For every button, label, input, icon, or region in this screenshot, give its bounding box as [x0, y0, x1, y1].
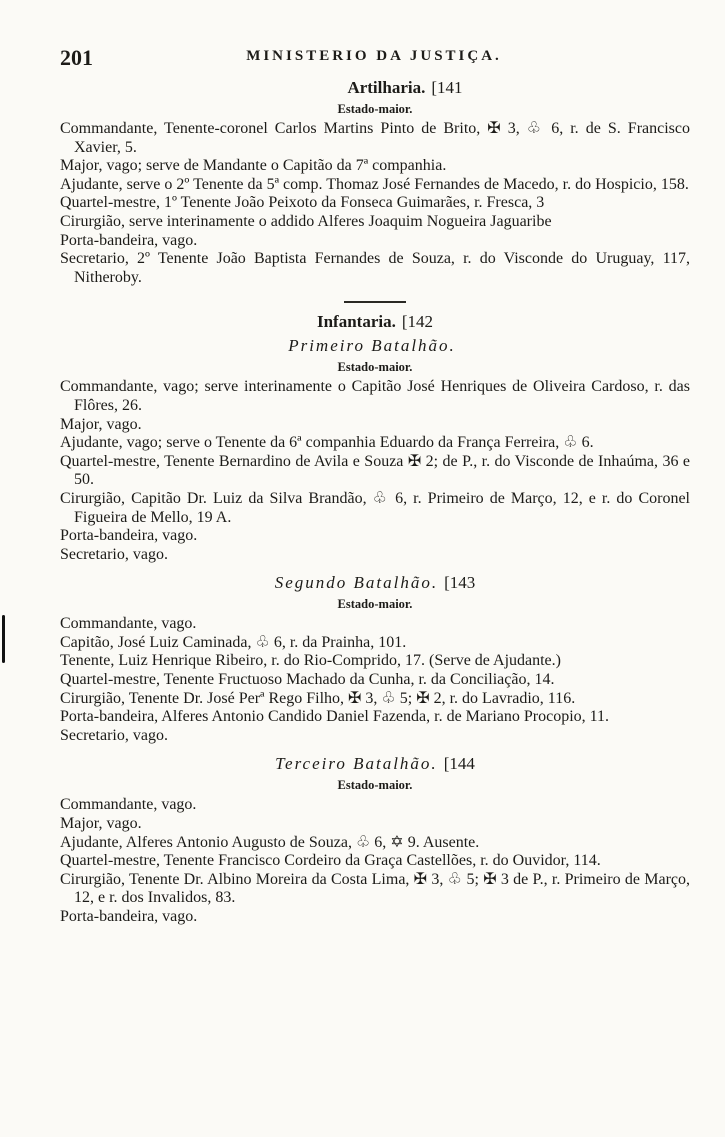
entry: Capitão, José Luiz Caminada, ♧ 6, r. da Prainha, 101. — [60, 633, 407, 651]
battalion-first — [60, 335, 690, 564]
entry: Porta-bandeira, vago. — [60, 908, 198, 925]
entry: Quartel-mestre, Tenente Francisco Cordeiro da Graça Castellões, r. do Ouvidor, 114. — [60, 852, 601, 870]
entry: Commandante, vago; serve interinamente o Capitão José Henriques de Oliveira Cardoso, r. das Flôres, 26. — [60, 378, 690, 414]
entry-list — [60, 120, 690, 287]
spacer — [60, 745, 690, 751]
entry: Major, vago. — [60, 815, 142, 833]
battalion-name: Segundo Batalhão. — [274, 573, 439, 593]
entry: Quartel-mestre, Tenente Bernardino de Avila e Souza ✠ 2; de P., r. do Visconde de Inhaúma, 36 e 50. — [60, 452, 690, 489]
section-title — [60, 311, 690, 333]
running-head: MINISTERIO DA JUSTIÇA. — [246, 48, 502, 64]
battalion-title — [60, 753, 690, 775]
entry: Tenente, Luiz Henrique Ribeiro, r. do Rio-Comprido, 17. (Serve de Ajudante.) — [60, 652, 561, 670]
entry: Secretario, vago. — [60, 545, 168, 563]
entry: Major, vago; serve de Mandante o Capitão da 7ª companhia. — [60, 157, 447, 175]
entry: Secretario, vago. — [60, 726, 168, 744]
entry: Cirurgião, Capitão Dr. Luiz da Silva Brandão, ♧ 6, r. Primeiro de Março, 12, e r. do Coronel Figueira de Mello, 19 A. — [60, 489, 690, 526]
battalion-name: Terceiro Batalhão. — [275, 754, 438, 774]
entry: Major, vago. — [60, 415, 142, 433]
staff-heading: Estado-maior. — [337, 102, 413, 116]
page-number: 201 — [60, 45, 93, 70]
battalion-title — [60, 335, 690, 357]
entry: Quartel-mestre, 1º Tenente João Peixoto da Fonseca Guimarães, r. Fresca, 3 — [60, 194, 545, 212]
staff-heading: Estado-maior. — [337, 778, 413, 793]
staff-heading: Estado-maior. — [337, 597, 413, 612]
battalion-ref: [144 — [443, 754, 475, 774]
entry: Secretario, 2º Tenente João Baptista Fernandes de Souza, r. do Visconde do Uruguay, 117, Nitheroby. — [60, 250, 690, 286]
artillery-section — [60, 77, 690, 287]
entry: Commandante, vago. — [60, 796, 197, 814]
entry: Cirurgião, serve interinamente o addido Alferes Joaquim Nogueira Jaguaribe — [60, 212, 552, 230]
battalion-title — [60, 572, 690, 594]
section-ref: [142 — [401, 312, 434, 332]
section-title — [60, 77, 690, 99]
entry: Commandante, vago. — [60, 615, 197, 633]
spacer — [60, 564, 690, 570]
entry: Ajudante, vago; serve o Tenente da 6ª companhia Eduardo da França Ferreira, ♧ 6. — [60, 434, 594, 452]
entry: Cirurgião, Tenente Dr. José Perª Rego Filho, ✠ 3, ♧ 5; ✠ 2, r. do Lavradio, 116. — [60, 689, 576, 707]
section-title-text: Infantaria. — [316, 312, 396, 332]
battalion-name: Primeiro Batalhão. — [288, 336, 456, 356]
margin-bracket-mark — [2, 615, 5, 663]
battalion-ref: [143 — [444, 573, 476, 593]
page-body — [60, 75, 690, 927]
section-ref: [141 — [431, 78, 463, 97]
entry: Porta-bandeira, vago. — [60, 231, 198, 249]
entry: Quartel-mestre, Tenente Fructuoso Machado da Cunha, r. da Conciliação, 14. — [60, 671, 555, 689]
page-header — [60, 45, 688, 75]
battalion-third — [60, 753, 690, 926]
entry: Porta-bandeira, Alferes Antonio Candido Daniel Fazenda, r. de Mariano Procopio, 11. — [60, 708, 610, 726]
staff-heading: Estado-maior. — [337, 360, 413, 375]
entry: Cirurgião, Tenente Dr. Albino Moreira da Costa Lima, ✠ 3, ♧ 5; ✠ 3 de P., r. Primeiro de Março, 12, e r. dos Invalidos, 83. — [60, 870, 690, 907]
entry: Porta-bandeira, vago. — [60, 527, 198, 545]
section-title-text: Artilharia. — [347, 78, 426, 97]
entry: Ajudante, Alferes Antonio Augusto de Souza, ♧ 6, ✡ 9. Ausente. — [60, 833, 480, 851]
section-divider — [344, 301, 406, 303]
entry: Commandante, Tenente-coronel Carlos Martins Pinto de Brito, ✠ 3, ♧ 6, r. de S. Francisco Xavier, 5. — [60, 120, 690, 156]
battalion-second — [60, 572, 690, 745]
entry: Ajudante, serve o 2º Tenente da 5ª comp. Thomaz José Fernandes de Macedo, r. do Hospicio, 158. — [60, 175, 689, 193]
infantry-section — [60, 311, 690, 926]
